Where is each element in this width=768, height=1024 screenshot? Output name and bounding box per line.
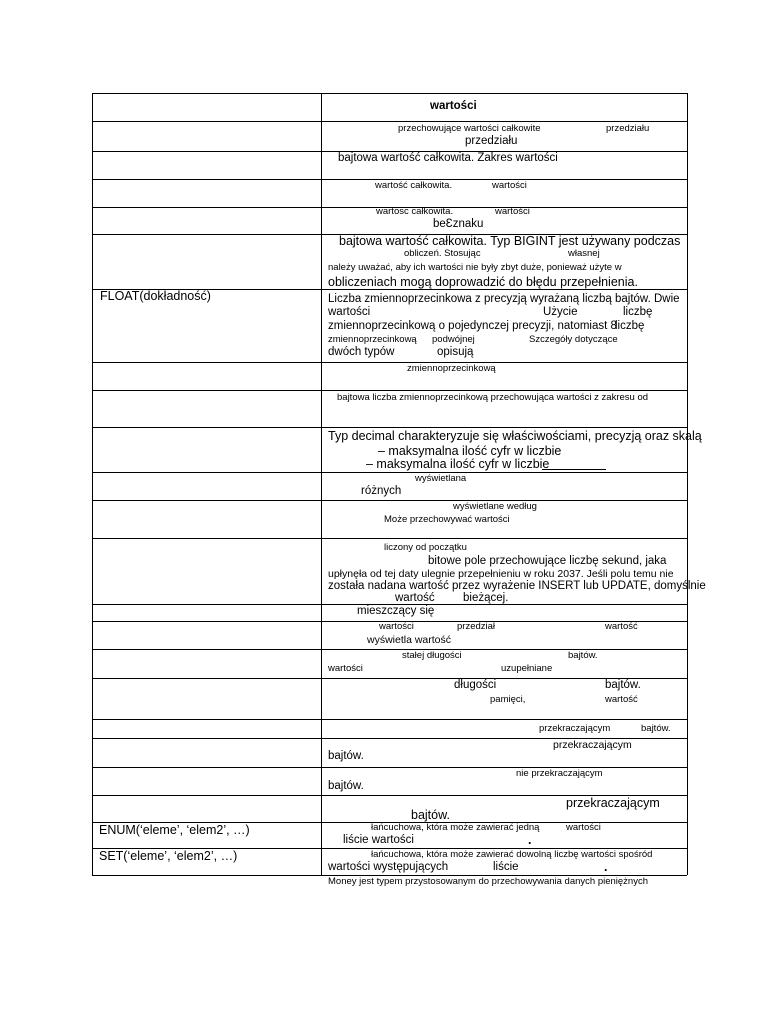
cell-text: bajtów.: [641, 723, 671, 734]
row-divider: [92, 500, 687, 501]
cell-text: obliczeniach mogą doprowadzić do błędu przepełnienia.: [328, 275, 638, 289]
cell-text: mieszczący się: [357, 605, 435, 617]
cell-text: uzupełniane: [501, 663, 553, 674]
cell-text: przekraczającym: [539, 723, 611, 734]
cell-text: Szczegóły dotyczące: [529, 334, 618, 345]
cell-text: – maksymalna ilość cyfr w liczbie: [378, 444, 562, 458]
cell-text: wartosc całkowita.: [376, 206, 454, 217]
cell-text: pamięci,: [490, 694, 526, 705]
cell-text: liczbę: [623, 306, 653, 318]
row-divider: [92, 390, 687, 391]
cell-text: Typ decimal charakteryzuje się właściwościami, precyzją oraz skalą: [328, 429, 702, 443]
cell-text: wartości: [566, 822, 601, 833]
cell-text: wartość całkowita.: [375, 180, 453, 191]
table-header-title: wartości: [430, 100, 477, 112]
cell-text: własnej: [568, 248, 600, 259]
cell-text: wartości: [328, 306, 371, 318]
table-border-right: [687, 93, 688, 875]
cell-text: opisują: [437, 346, 474, 358]
cell-text: została nadana wartość przez wyrażenie INSERT lub UPDATE, domyślnie: [328, 580, 706, 592]
cell-text: liczony od początku: [384, 542, 467, 553]
cell-text: podwójnej: [432, 334, 475, 345]
cell-text: bajtów.: [411, 808, 450, 822]
cell-text: przechowujące wartości całkowite: [398, 123, 541, 134]
type-name-enum: ENUM(‘eleme’, ‘elem2’, …): [99, 823, 250, 837]
row-divider: [92, 719, 687, 720]
row-divider: [92, 121, 687, 122]
cell-text: bajtów.: [568, 650, 598, 661]
blank-underline: [542, 469, 606, 470]
cell-text: wartości: [379, 621, 414, 632]
cell-text: wyświetla wartość: [367, 634, 452, 646]
row-divider: [92, 472, 687, 473]
type-name-float: FLOAT(dokładność): [100, 289, 211, 303]
cell-text: różnych: [361, 485, 402, 497]
cell-text: należy uważać, aby ich wartości nie były zbyt duże, ponieważ użyte w: [328, 262, 622, 273]
row-divider: [92, 427, 687, 428]
cell-text: upłynęła od tej daty ulegnie przepełnieniu w roku 2037. Jeśli polu temu nie: [328, 568, 674, 580]
cell-text: .: [528, 833, 532, 847]
cell-text: wyświetlana: [415, 473, 467, 484]
cell-text: wartości: [495, 206, 530, 217]
cell-text: bajtowa wartość całkowita. Typ BIGINT jest używany podczas: [339, 234, 681, 248]
type-name-set: SET(‘eleme’, ‘elem2’, …): [99, 849, 238, 863]
cell-text: bajtowa liczba zmiennoprzecinkową przechowująca wartości z zakresu od: [337, 392, 649, 403]
cell-text: wyświetlane według: [453, 501, 537, 512]
cell-text: wartości występujących: [328, 861, 449, 873]
cell-text: wartość: [605, 694, 638, 705]
cell-text: zmiennoprzecinkową o pojedynczej precyzji, natomiast 8: [328, 320, 617, 332]
cell-text: bajtowa wartość całkowita. Zakres wartości: [338, 152, 558, 164]
table-border-left: [92, 93, 93, 875]
cell-text: przedziału: [606, 123, 650, 134]
cell-text: łańcuchowa, która może zawierać dowolną liczbę wartości spośród: [371, 849, 653, 860]
cell-text: .: [604, 860, 608, 874]
cell-text: wartości: [328, 663, 363, 674]
row-divider: [92, 538, 687, 539]
cell-text: przekraczającym: [553, 739, 632, 751]
cell-text: przedziału: [465, 135, 518, 147]
cell-text: łańcuchowa, która może zawierać jedną: [371, 822, 540, 833]
cell-text: bieżącej.: [463, 592, 509, 604]
cell-text: bitowe pole przechowujące liczbę sekund, jaka: [428, 555, 667, 567]
cell-text: nie przekraczającym: [516, 768, 603, 779]
cell-text: długości: [454, 679, 497, 691]
cell-text: dwóch typów: [328, 346, 395, 358]
cell-text: zmiennoprzecinkową: [328, 334, 417, 345]
row-divider: [92, 362, 687, 363]
column-divider: [321, 93, 322, 875]
cell-text: – maksymalna ilość cyfr w liczbie: [366, 457, 550, 471]
cell-text: przekraczającym: [566, 796, 660, 810]
cell-text: wartość: [395, 592, 435, 604]
cell-text: liście wartości: [343, 834, 414, 846]
cell-text: zmiennoprzecinkową: [407, 363, 496, 374]
cell-text: beƐznaku: [433, 218, 484, 230]
cell-text: liczbę: [615, 320, 645, 332]
cell-text: bajtów.: [605, 679, 641, 691]
cell-text: wartość: [605, 621, 638, 632]
cell-text: liście: [493, 861, 519, 873]
table-border-top: [92, 93, 687, 94]
cell-text: obliczeń. Stosując: [404, 248, 481, 259]
footer-note: Money jest typem przystosowanym do przechowywania danych pieniężnych: [328, 876, 648, 887]
row-divider: [92, 678, 687, 679]
cell-text: bajtów.: [328, 750, 364, 762]
cell-text: Użycie: [543, 306, 578, 318]
cell-text: bajtów.: [328, 780, 364, 792]
cell-text: przedział: [457, 621, 496, 632]
cell-text: Może przechowywać wartości: [384, 514, 510, 525]
cell-text: stałej długości: [402, 650, 462, 661]
cell-text: Liczba zmiennoprzecinkowa z precyzją wyrażaną liczbą bajtów. Dwie: [328, 293, 680, 305]
row-divider: [92, 649, 687, 650]
cell-text: wartości: [492, 180, 527, 191]
